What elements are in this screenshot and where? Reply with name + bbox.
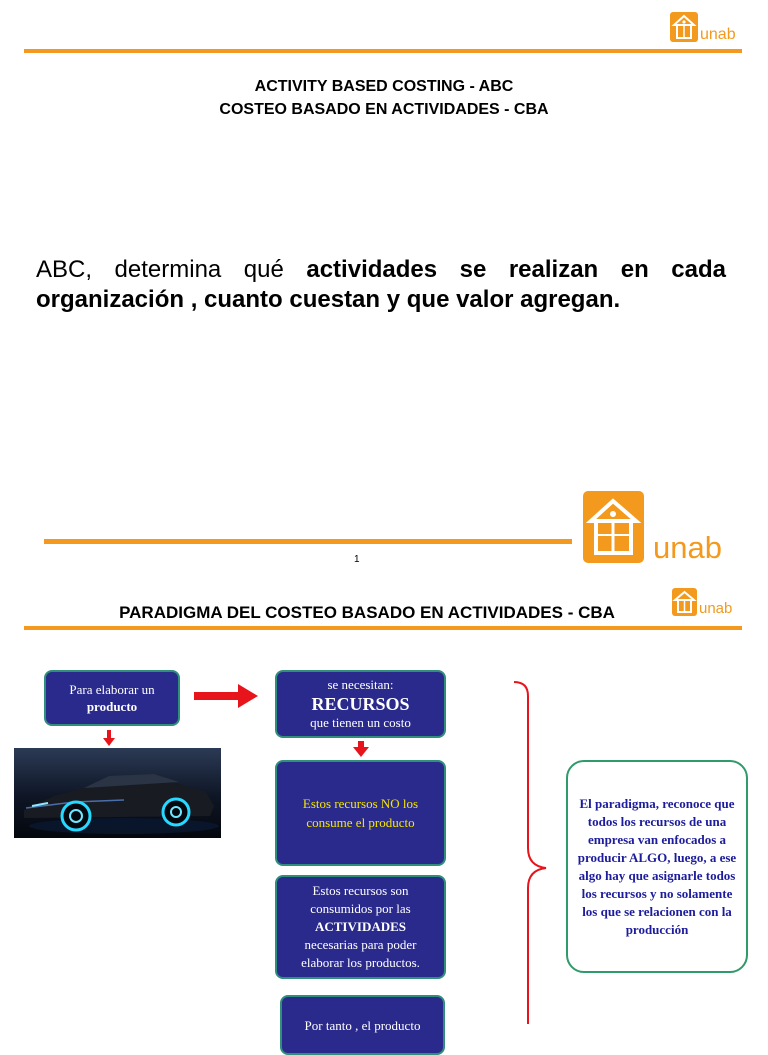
box-por-tanto	[280, 995, 445, 1055]
box-actividades-line5: elaborar los productos.	[301, 955, 420, 970]
unab-building-icon-large	[583, 491, 644, 563]
unab-logo-top	[670, 12, 736, 42]
header-rule	[24, 49, 742, 53]
box-producto	[44, 670, 180, 726]
slide2-header-rule	[24, 626, 742, 630]
page-number: 1	[354, 554, 360, 565]
arrow-right-icon	[194, 684, 258, 708]
box-actividades-line4: necesarias para poder	[304, 937, 417, 952]
body-prefix: ABC, determina qué	[36, 256, 307, 283]
box-recursos	[275, 670, 446, 738]
sports-car-image	[14, 748, 221, 838]
slide1-title-line1: ACTIVITY BASED COSTING - ABC	[254, 78, 514, 95]
footer-rule	[44, 539, 572, 544]
unab-wordmark: unab	[699, 600, 733, 617]
unab-building-icon	[670, 12, 698, 42]
box-actividades-line2: consumidos por las	[310, 901, 411, 916]
box-recursos-line1: se necesitan:	[327, 677, 394, 692]
slide2-title: PARADIGMA DEL COSTEO BASADO EN ACTIVIDADES - CBA	[119, 603, 615, 622]
box-actividades-line1: Estos recursos son	[312, 883, 409, 898]
box-recursos-line2: RECURSOS	[311, 694, 410, 714]
box-actividades-line3: ACTIVIDADES	[314, 919, 407, 934]
box-no-consume-line1: Estos recursos NO los	[302, 796, 419, 811]
box-producto-line2: producto	[86, 699, 138, 714]
curly-brace-icon	[508, 680, 552, 1024]
box-no-consume-line2: consume el producto	[306, 815, 415, 830]
unab-wordmark-large: unab	[653, 530, 722, 565]
box-producto-line1: Para elaborar un	[69, 682, 155, 697]
box-recursos-line3: que tienen un costo	[310, 715, 411, 730]
slide1-body	[36, 255, 726, 315]
box-actividades	[275, 875, 446, 979]
unab-wordmark: unab	[700, 26, 736, 43]
unab-logo-footer	[583, 491, 722, 563]
arrow-down-icon	[353, 741, 369, 757]
body-bold: actividades se realizan en cada organización , cuanto cuestan y que valor agregan.	[36, 256, 726, 313]
unab-building-icon	[672, 588, 697, 616]
box-no-consume	[275, 760, 446, 866]
unab-logo-slide2	[672, 588, 732, 616]
paradigm-note-text: El paradigma, reconoce que todos los recursos de una empresa van enfocados a producir ALGO, luego, a ese algo hay que asignarle todos los recursos y no solamente los que se relacionen con la producción	[577, 795, 737, 937]
paradigm-note	[566, 760, 748, 973]
box-por-tanto-line1: Por tanto , el producto	[304, 1018, 421, 1033]
slide1-title-line2: COSTEO BASADO EN ACTIVIDADES - CBA	[219, 101, 549, 118]
arrow-down-icon	[103, 730, 115, 746]
